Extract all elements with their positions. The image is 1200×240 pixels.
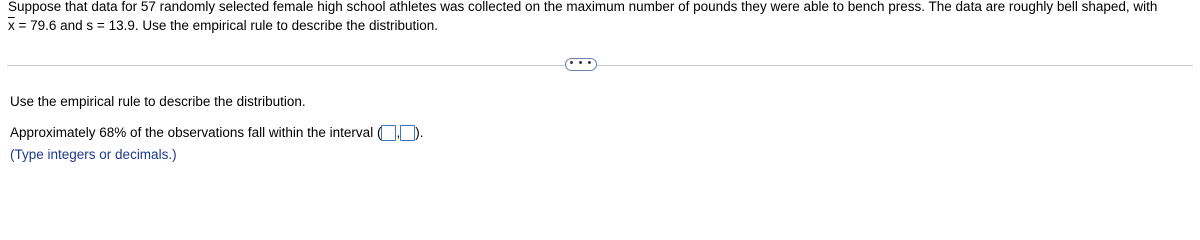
answer-separator: , <box>396 125 401 140</box>
answer-prefix: Approximately 68% of the observations fall within the interval ( <box>10 125 382 140</box>
interval-lower-input[interactable] <box>381 125 396 141</box>
interval-upper-input[interactable] <box>400 125 415 141</box>
question-text-part2: = 79.6 and s = 13.9. Use the empirical rule to describe the distribution. <box>14 18 438 33</box>
answer-line <box>10 124 423 141</box>
answer-suffix: ). <box>415 125 424 140</box>
instruction-text: Use the empirical rule to describe the distribution. <box>10 94 306 109</box>
question-text-part1: Suppose that data for 57 randomly selected female high school athletes was collected on the maximum number of pounds they were able to bench press. The data are roughly bell shaped, with <box>8 0 1158 14</box>
more-options-button[interactable]: • • • <box>565 58 597 71</box>
question-text <box>8 0 1188 35</box>
xbar-symbol: $\overline{x}$ <box>8 18 15 33</box>
section-divider <box>7 65 1193 66</box>
hint-text: (Type integers or decimals.) <box>10 147 177 162</box>
